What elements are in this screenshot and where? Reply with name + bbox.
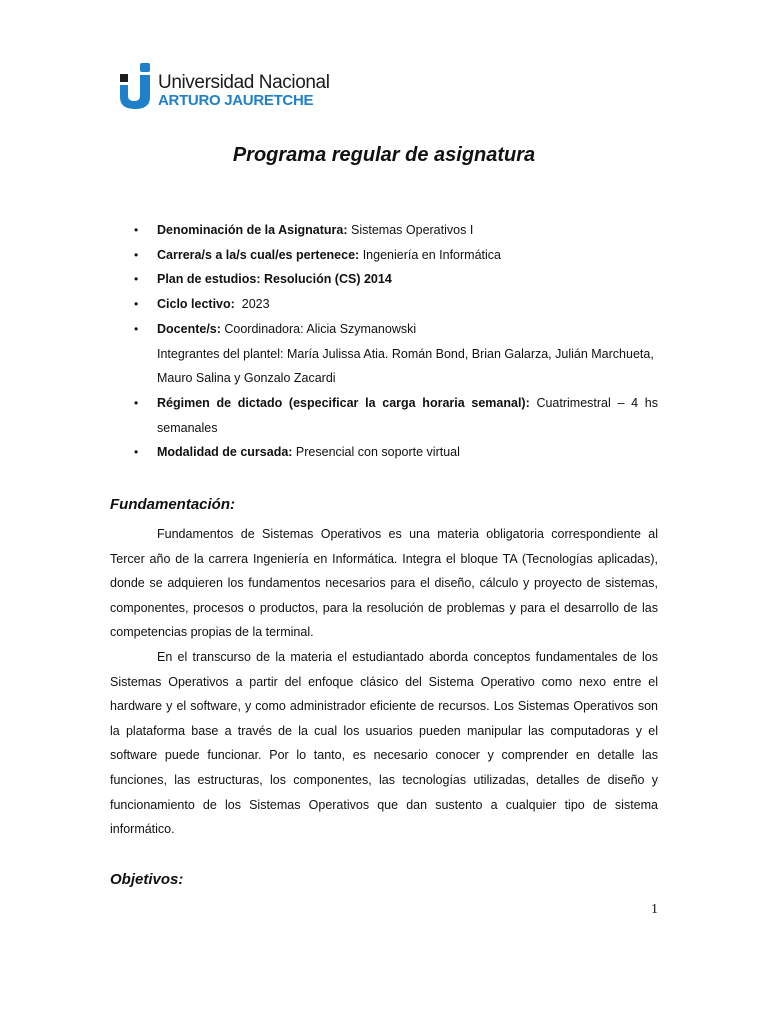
logo-university-name: Universidad Nacional bbox=[158, 72, 330, 93]
page-number: 1 bbox=[651, 902, 658, 917]
info-value: 2023 bbox=[234, 297, 270, 312]
info-label: Docente/s: bbox=[157, 321, 221, 336]
info-label: Denominación de la Asignatura: bbox=[157, 223, 348, 237]
list-item-ciclo bbox=[134, 292, 658, 317]
info-value: Sistemas Operativos I bbox=[347, 223, 474, 237]
section-heading-fundamentacion: Fundamentación: bbox=[110, 496, 236, 513]
info-value: Ingeniería en Informática bbox=[359, 247, 501, 262]
section-heading-objetivos: Objetivos: bbox=[110, 871, 184, 888]
bullet-icon: • bbox=[134, 445, 139, 460]
fundamentacion-paragraph-1: Fundamentos de Sistemas Operativos es una materia obligatoria correspondiente al Tercer año de la carrera Ingeniería en Informática. Integra el bloque TA (Tecnologías aplicadas), donde se adquieren los fundamentos necesarios para el diseño, cálculo y proyecto de sistemas, componentes, procesos o productos, para la resolución de problemas y para el desarrollo de las competencias propias de la terminal. bbox=[110, 527, 658, 640]
info-label: Modalidad de cursada: bbox=[157, 445, 293, 460]
list-item-denominacion bbox=[134, 218, 658, 243]
list-item-docentes bbox=[134, 317, 658, 391]
bullet-icon: • bbox=[134, 297, 139, 312]
logo-text bbox=[158, 63, 330, 108]
bullet-icon: • bbox=[134, 272, 139, 287]
info-value: Presencial con soporte virtual bbox=[292, 445, 460, 460]
docentes-integrantes-line2: Mauro Salina y Gonzalo Zacardi bbox=[157, 371, 336, 386]
bullet-icon: • bbox=[134, 395, 139, 410]
bullet-icon: • bbox=[134, 247, 139, 262]
list-item-regimen bbox=[134, 391, 658, 440]
info-value: Coordinadora: Alicia Szymanowski bbox=[220, 321, 417, 336]
list-item-plan bbox=[134, 267, 658, 292]
info-label: Plan de estudios: Resolución (CS) 2014 bbox=[157, 272, 392, 287]
fundamentacion-body bbox=[110, 522, 658, 842]
info-label: Ciclo lectivo: bbox=[157, 297, 235, 312]
course-info-list bbox=[134, 218, 658, 465]
bullet-icon: • bbox=[134, 223, 139, 237]
fundamentacion-paragraph-2: En el transcurso de la materia el estudiantado aborda conceptos fundamentales de los Sistemas Operativos a partir del enfoque clásico del Sistema Operativo como nexo entre el hardware y el software, y como administrador eficiente de recursos. Los Sistemas Operativos son la plataforma base a través de la cual los usuarios pueden manipular las computadoras y el software puede funcionar. Por lo tanto, es necesario conocer y comprender en detalle las funciones, las estructuras, los componentes, las tecnologías utilizadas, detalles de diseño y funcionamiento de los Sistemas Operativos que dan sustento a cualquier tipo de sistema informático. bbox=[110, 649, 658, 837]
logo-university-subname: ARTURO JAURETCHE bbox=[158, 92, 314, 109]
unaj-logo-icon bbox=[120, 63, 152, 109]
docentes-integrantes-line1: Integrantes del plantel: María Julissa Atia. Román Bond, Brian Galarza, Julián Marchueta, bbox=[157, 346, 654, 361]
info-value: Cuatrimestral – 4 hs semanales bbox=[157, 395, 658, 435]
page-title: Programa regular de asignatura bbox=[232, 144, 536, 166]
bullet-icon: • bbox=[134, 321, 139, 336]
list-item-modalidad bbox=[134, 440, 658, 465]
info-label: Carrera/s a la/s cual/es pertenece: bbox=[157, 247, 360, 262]
info-label: Régimen de dictado (especificar la carga horaria semanal): bbox=[157, 395, 530, 410]
university-logo bbox=[120, 63, 330, 109]
list-item-carrera bbox=[134, 243, 658, 268]
